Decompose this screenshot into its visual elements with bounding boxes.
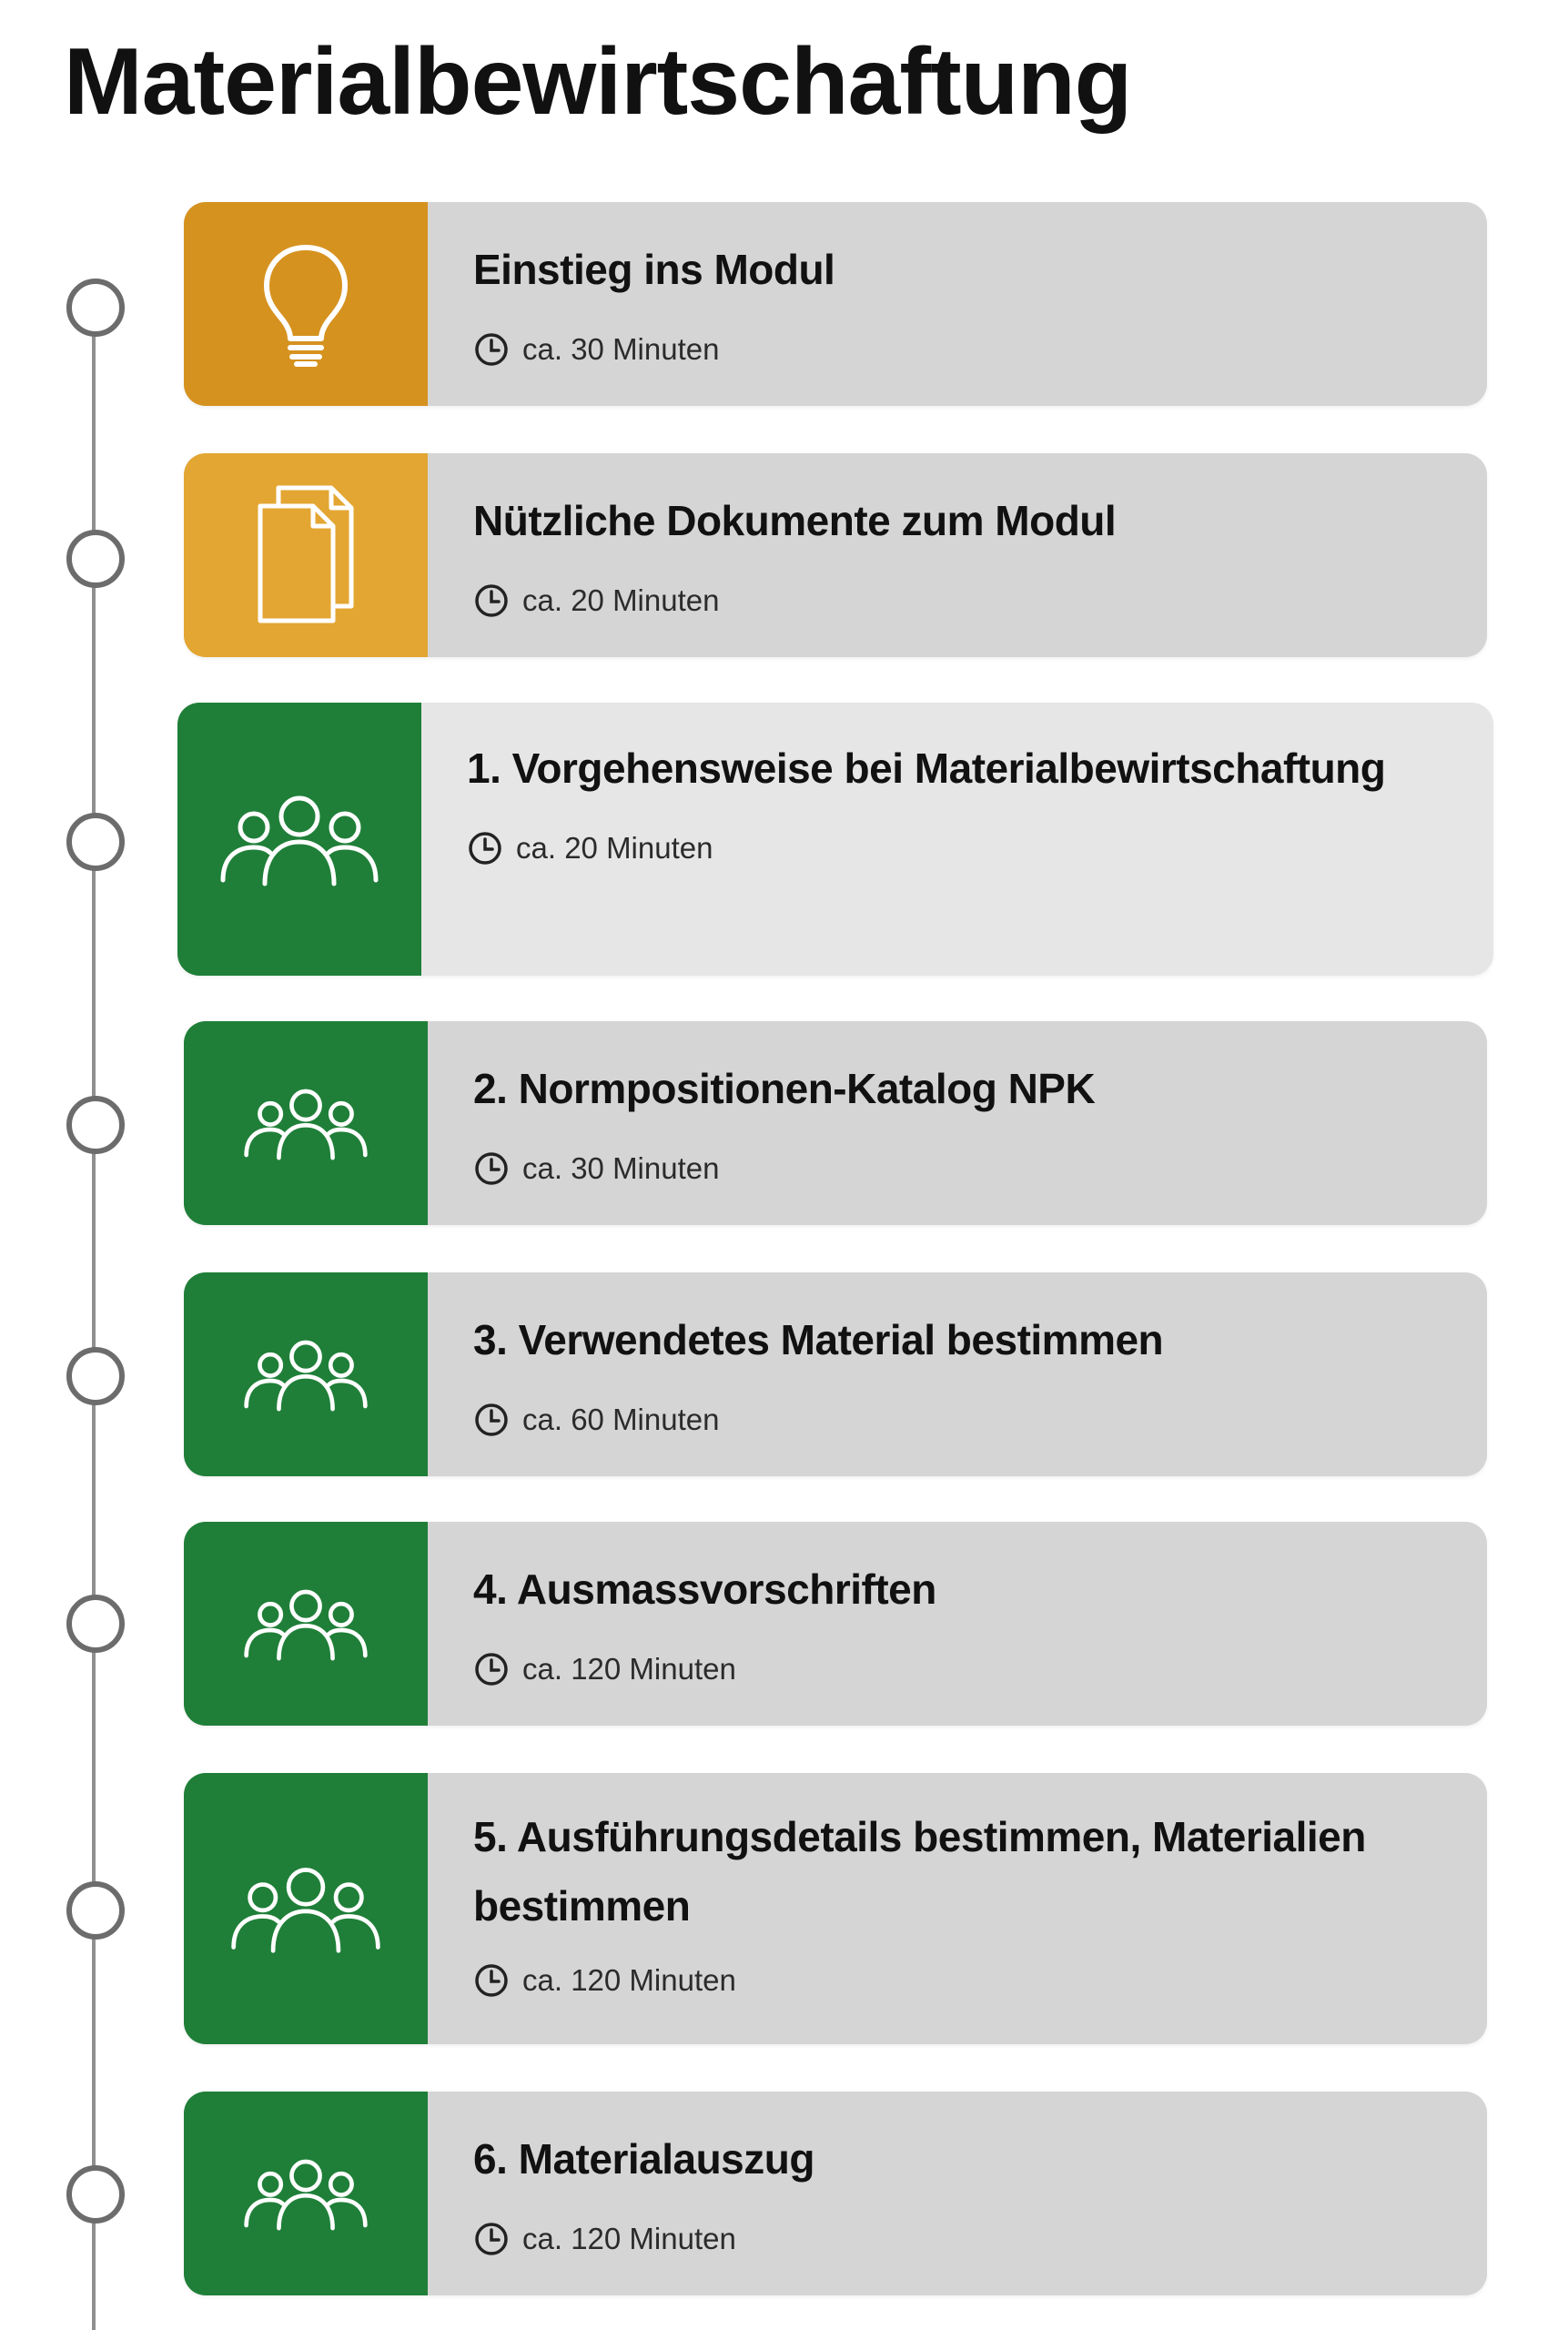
group-icon (242, 1335, 369, 1413)
module-icon-tile (184, 453, 428, 657)
group-icon (217, 789, 381, 889)
module-duration (473, 582, 1487, 619)
module-icon-tile (177, 703, 421, 976)
clock-icon (467, 830, 503, 866)
module-title: 4. Ausmassvorschriften (473, 1565, 936, 1613)
module-title: Nützliche Dokumente zum Modul (473, 497, 1117, 544)
module-duration (473, 2221, 1487, 2257)
module-duration (473, 1962, 1487, 1999)
module-icon-tile (184, 1522, 428, 1726)
module-card-vorgehensweise[interactable] (177, 703, 1493, 976)
module-title: 1. Vorgehensweise bei Materialbewirtschaftung (467, 745, 1386, 792)
timeline-node (66, 813, 125, 871)
timeline-line (92, 309, 96, 2330)
duration-text: ca. 30 Minuten (522, 1151, 720, 1185)
module-title: 3. Verwendetes Material bestimmen (473, 1316, 1164, 1363)
lightbulb-icon (256, 240, 356, 368)
duration-text: ca. 60 Minuten (522, 1403, 720, 1436)
duration-text: ca. 120 Minuten (522, 1963, 736, 1997)
module-card-verwendetes-material[interactable] (184, 1272, 1487, 1476)
timeline-node (66, 1881, 125, 1940)
duration-text: ca. 30 Minuten (522, 332, 720, 366)
timeline-node (66, 530, 125, 588)
timeline-node (66, 1595, 125, 1653)
module-icon-tile (184, 1773, 428, 2044)
module-duration (473, 1651, 1487, 1687)
duration-text: ca. 120 Minuten (522, 1652, 736, 1686)
module-card-ausfuehrungsdetails[interactable] (184, 1773, 1487, 2044)
page-title: Materialbewirtschaftung (64, 29, 1132, 135)
group-icon (242, 1585, 369, 1663)
duration-text: ca. 20 Minuten (516, 831, 713, 865)
timeline-node (66, 2165, 125, 2224)
module-duration (473, 1150, 1487, 1187)
clock-icon (473, 582, 510, 619)
module-duration (473, 1402, 1487, 1438)
group-icon (242, 2154, 369, 2233)
clock-icon (473, 1962, 510, 1999)
timeline-node (66, 1347, 125, 1405)
module-card-dokumente[interactable] (184, 453, 1487, 657)
clock-icon (473, 2221, 510, 2257)
duration-text: ca. 120 Minuten (522, 2222, 736, 2255)
module-icon-tile (184, 1272, 428, 1476)
clock-icon (473, 1150, 510, 1187)
module-icon-tile (184, 1021, 428, 1225)
module-duration (467, 830, 1493, 866)
module-card-npk[interactable] (184, 1021, 1487, 1225)
module-title: Einstieg ins Modul (473, 246, 835, 293)
clock-icon (473, 1402, 510, 1438)
module-icon-tile (184, 2092, 428, 2295)
module-duration (473, 331, 1487, 368)
module-title: 5. Ausführungsdetails bestimmen, Materialien bestimmen (473, 1813, 1366, 1930)
module-card-ausmassvorschriften[interactable] (184, 1522, 1487, 1726)
module-icon-tile (184, 202, 428, 406)
clock-icon (473, 1651, 510, 1687)
timeline-node (66, 279, 125, 337)
module-title: 2. Normpositionen-Katalog NPK (473, 1065, 1096, 1112)
timeline-node (66, 1096, 125, 1154)
module-card-materialauszug[interactable] (184, 2092, 1487, 2295)
group-icon (242, 1084, 369, 1162)
group-icon (228, 1861, 383, 1956)
duration-text: ca. 20 Minuten (522, 583, 720, 617)
module-card-einstieg[interactable] (184, 202, 1487, 406)
documents-icon (251, 482, 360, 628)
clock-icon (473, 331, 510, 368)
module-title: 6. Materialauszug (473, 2135, 814, 2183)
